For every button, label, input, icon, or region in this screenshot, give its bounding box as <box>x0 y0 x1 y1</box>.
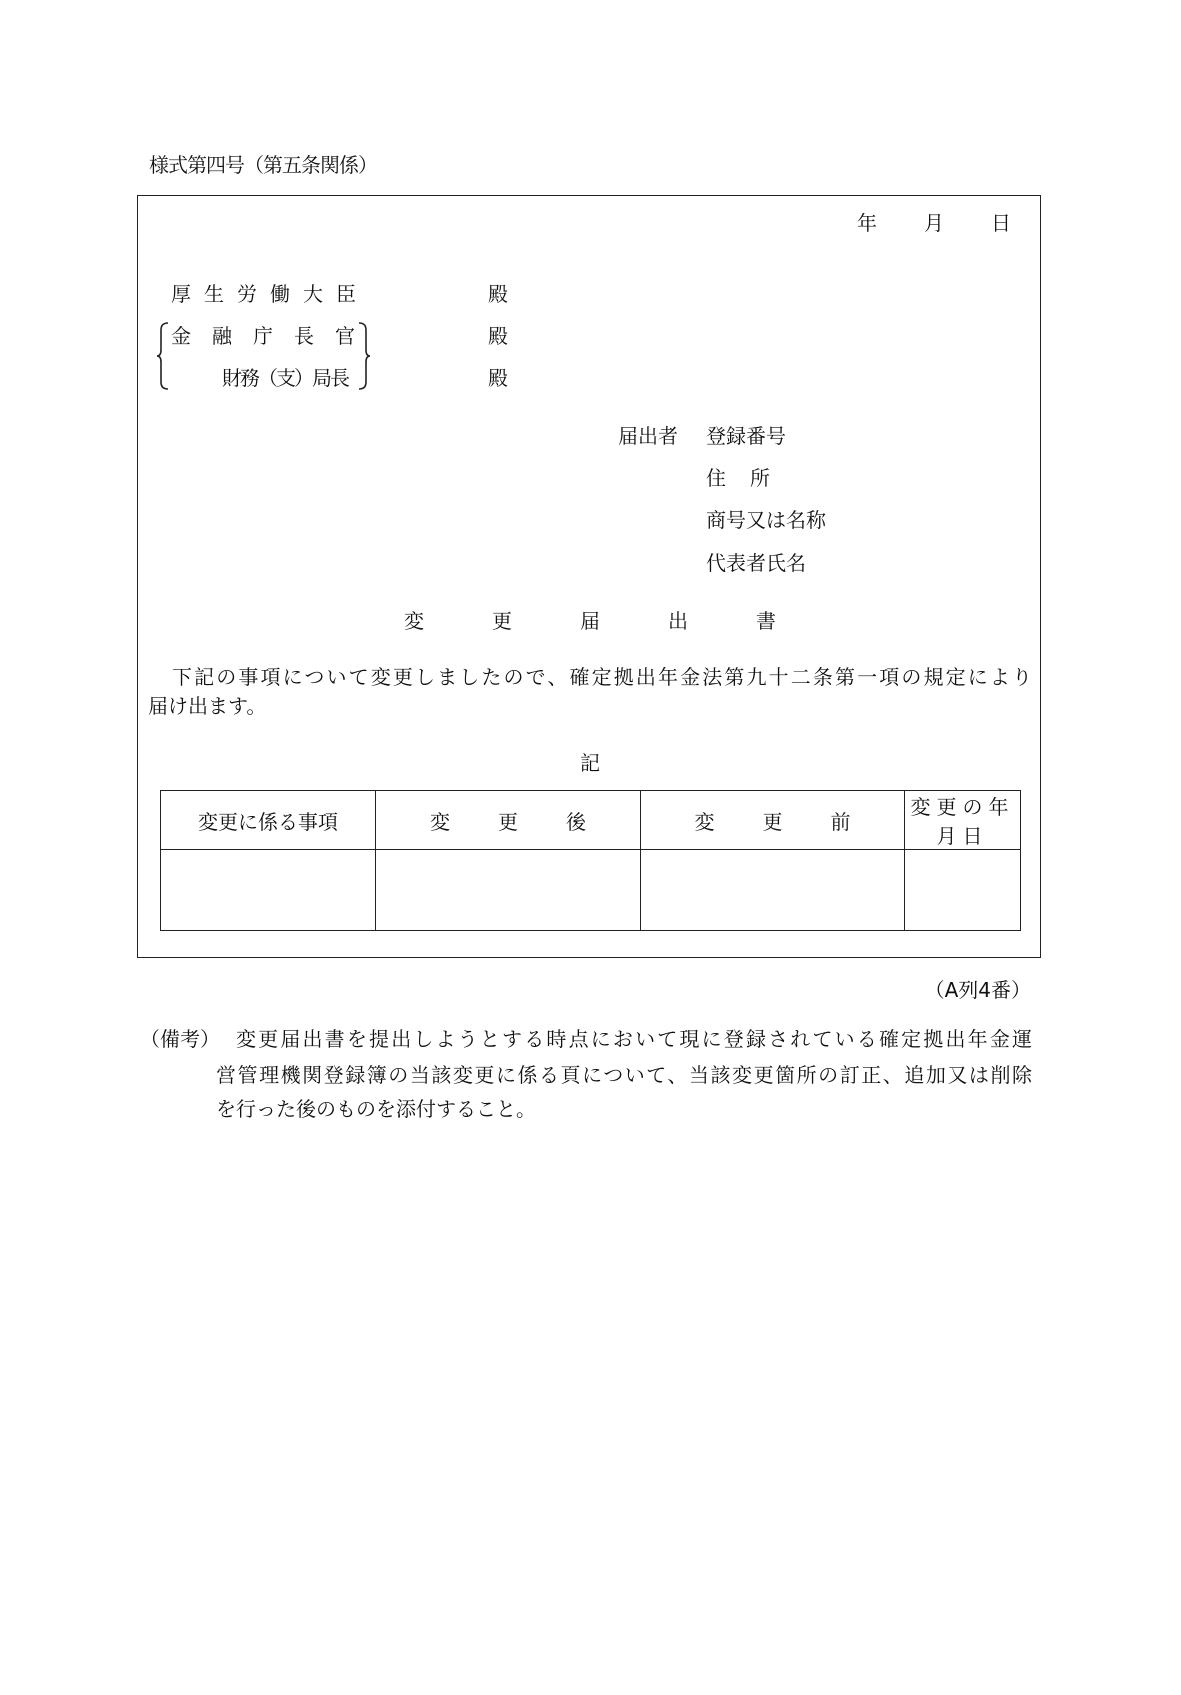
header-date: 変更の年月日 <box>905 791 1021 850</box>
date-year: 年 <box>857 211 877 235</box>
remarks-line-1: 変更届出書を提出しようとする時点において現に登録されている確定拠出年金運 <box>236 1027 1032 1051</box>
field-representative: 代表者氏名 <box>706 551 806 575</box>
left-brace-icon <box>156 322 170 390</box>
table-row <box>161 850 1021 931</box>
header-after: 変更後 <box>376 791 641 850</box>
body-line-2: 届け出ます。 <box>148 694 267 718</box>
cell-before[interactable] <box>641 850 905 931</box>
notifier-label: 届出者 <box>618 424 678 448</box>
addressee-mhlw: 厚生労働大臣 <box>171 282 369 306</box>
cell-after[interactable] <box>376 850 641 931</box>
field-registration-number: 登録番号 <box>706 424 786 448</box>
document-title: 変更届出書 <box>404 609 844 633</box>
header-item: 変更に係る事項 <box>161 791 376 850</box>
cell-item[interactable] <box>161 850 376 931</box>
remarks-label: （備考） <box>140 1027 220 1051</box>
change-table <box>160 790 1021 931</box>
honorific-3: 殿 <box>488 366 508 390</box>
field-trade-name: 商号又は名称 <box>706 508 826 532</box>
addressee-fsa: 金融庁長官 <box>171 324 376 348</box>
honorific-2: 殿 <box>488 324 508 348</box>
cell-date[interactable] <box>905 850 1021 931</box>
header-before: 変更前 <box>641 791 905 850</box>
body-line-1: 下記の事項について変更しましたので、確定拠出年金法第九十二条第一項の規定により <box>172 665 1032 689</box>
right-brace-icon <box>357 322 371 390</box>
ki-heading: 記 <box>580 751 600 775</box>
remarks-line-3: を行った後のものを添付すること。 <box>216 1097 536 1121</box>
paper-size: （A列4番） <box>924 978 1031 1002</box>
remarks-line-2: 営管理機関登録簿の当該変更に係る頁について、当該変更箇所の訂正、追加又は削除 <box>216 1063 1032 1087</box>
form-number: 様式第四号（第五条関係） <box>149 153 377 177</box>
date-day: 日 <box>991 211 1011 235</box>
date-month: 月 <box>924 211 944 235</box>
honorific-1: 殿 <box>488 282 508 306</box>
field-address: 住 所 <box>706 466 772 490</box>
addressee-finance-bureau: 財務（支）局長 <box>222 366 348 390</box>
